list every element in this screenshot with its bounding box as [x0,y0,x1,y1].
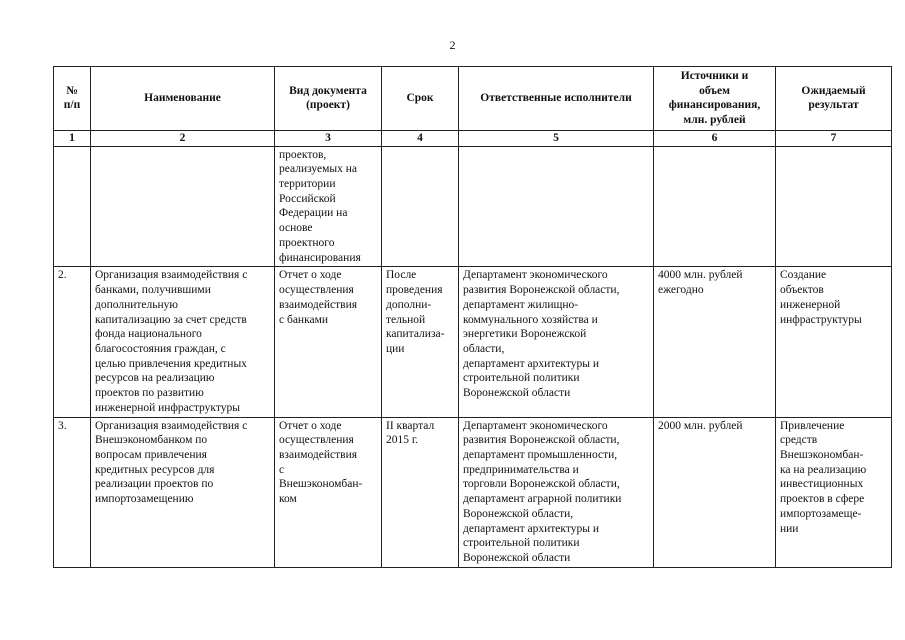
table-cell [776,417,892,567]
cell-line: банками, получившими [95,284,211,297]
cell-line: Организация взаимодействия с [95,269,248,282]
cell-line: департамент архитектуры и [463,357,599,370]
cell-line: взаимодействия [279,448,358,461]
cell-line: 2. [58,269,67,282]
cell-line: вопросам привлечения [95,448,207,461]
column-number: 3 [275,130,382,146]
cell-line: 2015 г. [386,434,419,447]
cell-line: департамент аграрной политики [463,493,622,506]
cell-line: Отчет о ходе [279,419,342,432]
cell-line: департамент промышленности, [463,448,618,461]
table-cell [776,267,892,417]
table-row [54,417,892,567]
cell-line: Ответственные исполнители [480,92,632,105]
cell-line: Привлечение [780,419,845,432]
cell-line: № [66,84,78,97]
cell-line: Департамент экономического [463,269,608,282]
table-cell [459,146,654,267]
cell-line: предпринимательства и [463,463,579,476]
page-number: 2 [449,38,456,52]
cell-line: коммунального хозяйства и [463,313,598,326]
cell-line: Воронежской области [463,552,571,564]
cell-line: осуществления [279,434,354,447]
cell-line: 4000 млн. рублей [658,269,743,282]
cell-line: Воронежской области, [463,507,574,520]
table-cell [91,267,275,417]
cell-line: проведения [386,284,443,297]
cell-line: проектов в сфере [780,493,865,506]
cell-line: осуществления [279,284,354,297]
header-cell [654,67,776,131]
table-cell [275,146,382,267]
cell-line: Вид документа [289,84,367,97]
table-row [54,146,892,267]
cell-line: Департамент экономического [463,419,608,432]
table-cell [459,417,654,567]
plan-table [53,66,892,568]
header-cell [382,67,459,131]
column-number: 5 [459,130,654,146]
cell-line: результат [808,99,859,112]
column-number: 2 [91,130,275,146]
cell-line: п/п [63,99,81,112]
cell-line: объектов [780,284,824,297]
header-cell [91,67,275,131]
cell-line: инвестиционных [780,478,864,491]
cell-line: финансирования, [668,99,761,112]
cell-line: инфраструктуры [780,313,862,326]
cell-line: области, [463,342,505,355]
table-cell [654,267,776,417]
table-cell [382,146,459,267]
cell-line: кредитных ресурсов для [95,463,215,476]
cell-line: проектов, [279,148,327,161]
cell-line: проектного [279,236,335,249]
cell-line: целью привлечения кредитных [95,357,247,370]
cell-line: Наименование [144,92,221,105]
cell-line: ресурсов на реализацию [95,372,215,385]
table-cell [654,146,776,267]
cell-line: реализуемых на [279,163,357,176]
table-cell [275,267,382,417]
cell-line: Отчет о ходе [279,269,342,282]
table-cell [776,146,892,267]
cell-line: млн. рублей [683,114,746,127]
table-cell [91,417,275,567]
cell-line: Воронежской области [463,387,571,400]
cell-line: Источники и [680,70,749,82]
header-row [54,67,892,131]
cell-line: финансирования [279,251,361,264]
column-number: 1 [54,130,91,146]
cell-line: импортозамеще- [780,507,862,520]
cell-line: ежегодно [658,284,704,297]
cell-line: 2000 млн. рублей [658,419,743,432]
column-number: 6 [654,130,776,146]
cell-line: Внешэкономбан- [780,448,864,461]
cell-line: Срок [406,92,434,105]
cell-line: Создание [780,269,827,282]
table-cell [275,417,382,567]
cell-line: проектов по развитию [95,387,204,400]
cell-line: департамент архитектуры и [463,522,599,535]
cell-line: средств [780,434,818,447]
column-number-row [54,130,892,146]
cell-line: нии [780,522,799,535]
cell-line: 3. [58,419,67,432]
cell-line: территории [279,178,336,191]
cell-line: ком [279,493,297,506]
cell-line: объем [699,84,730,97]
cell-line: После [386,269,417,282]
cell-line: реализации проектов по [95,478,214,491]
header-cell [776,67,892,131]
cell-line: Внешэкономбанком по [95,434,208,447]
table-cell [54,146,91,267]
table-cell [459,267,654,417]
column-number: 4 [382,130,459,146]
cell-line: дополнительную [95,298,179,311]
cell-line: импортозамещению [95,493,194,506]
table-cell [54,267,91,417]
cell-line: с [279,463,285,476]
cell-line: энергетики Воронежской [463,328,587,341]
header-cell [275,67,382,131]
table-cell [654,417,776,567]
cell-line: благосостояния граждан, с [95,342,226,355]
cell-line: (проект) [306,99,350,112]
cell-line: развития Воронежской области, [463,434,620,447]
cell-line: основе [279,222,313,235]
cell-line: развития Воронежской области, [463,284,620,297]
cell-line: Федерации на [279,207,348,220]
cell-line: II квартал [386,419,435,432]
cell-line: тельной [386,313,426,326]
header-cell [54,67,91,131]
cell-line: департамент жилищно- [463,298,579,311]
cell-line: Организация взаимодействия с [95,419,248,432]
cell-line: дополни- [386,298,432,311]
cell-line: капитализацию за счет средств [95,313,247,326]
table-cell [382,417,459,567]
cell-line: взаимодействия [279,298,358,311]
cell-line: инженерной [780,298,841,311]
cell-line: ка на реализацию [780,463,867,476]
cell-line: строительной политики [463,372,580,385]
table-body [54,67,892,568]
cell-line: с банками [279,313,329,326]
cell-line: Внешэкономбан- [279,478,363,491]
cell-line: строительной политики [463,537,580,550]
cell-line: ции [386,342,405,355]
cell-line: торговли Воронежской области, [463,478,620,491]
cell-line: Российской [279,192,336,205]
column-number: 7 [776,130,892,146]
table-cell [91,146,275,267]
table-cell [54,417,91,567]
header-cell [459,67,654,131]
table-row [54,267,892,417]
cell-line: Ожидаемый [801,84,866,97]
cell-line: инженерной инфраструктуры [95,401,240,414]
cell-line: фонда национального [95,328,202,341]
table-cell [382,267,459,417]
cell-line: капитализа- [386,328,445,341]
